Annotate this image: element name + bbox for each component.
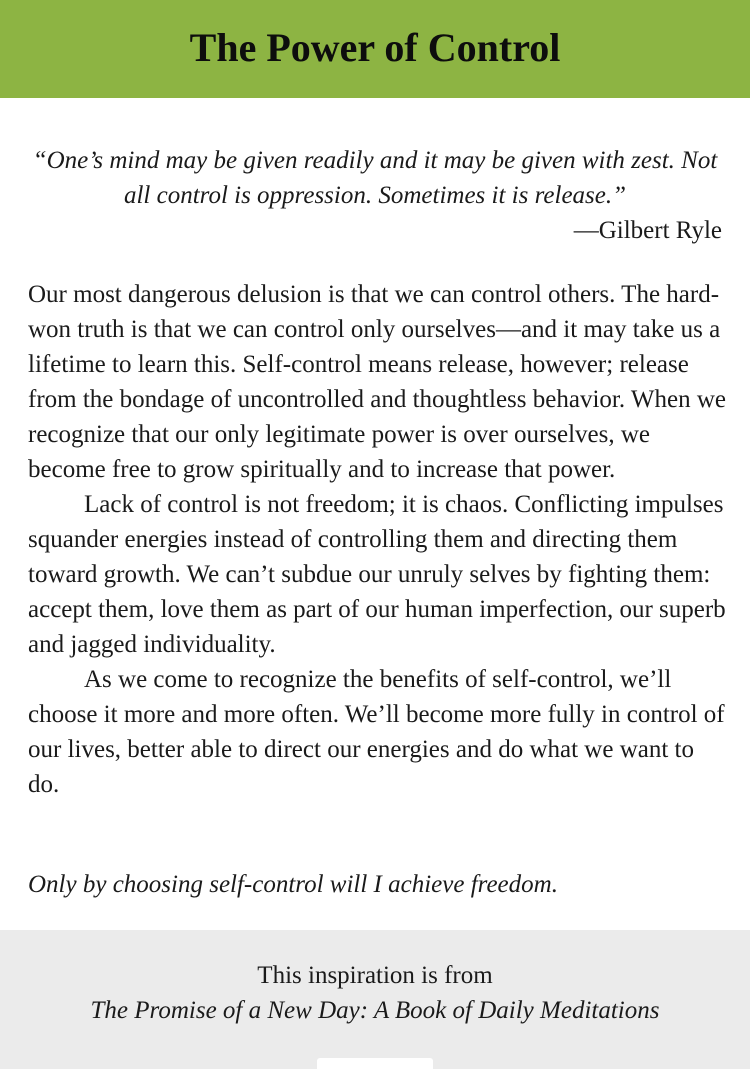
meditation-paragraph-2: Lack of control is not freedom; it is chaos. Conflicting impulses squander energies instead of controlling them and directing them toward growth. We can’t subdue our unruly selves by fighting them: accept them, love them as part of our human imperfection, our superb and jagged individuality. [28,491,726,658]
page-title: The Power of Control [189,24,561,70]
meditation-paragraph-3: As we come to recognize the benefits of self-control, we’ll choose it more and more often. We’ll become more fully in control of our lives, better able to direct our energies and do what we want to do. [28,666,725,798]
opening-quote: “One’s mind may be given readily and it may be given with zest. Not all control is oppression. Sometimes it is release.” [32,147,718,209]
source-footer [0,930,750,1069]
bottom-tab[interactable] [317,1058,433,1069]
source-label: This inspiration is from [257,962,493,989]
daily-affirmation: Only by choosing self-control will I achieve freedom. [28,871,558,898]
quote-author: —Gilbert Ryle [573,217,722,244]
meditation-text [28,277,728,802]
meditation-paragraph-1: Our most dangerous delusion is that we can control others. The hard-won truth is that we can control only ourselves—and it may take us a lifetime to learn this. Self-control means release, however; release from the bondage of uncontrolled and thoughtless behavior. When we recognize that our only legitimate power is over ourselves, we become free to grow spiritually and to increase that power. [28,281,726,483]
page-header [0,0,750,98]
book-title-link[interactable]: The Promise of a New Day: A Book of Daily Meditations [90,997,660,1024]
